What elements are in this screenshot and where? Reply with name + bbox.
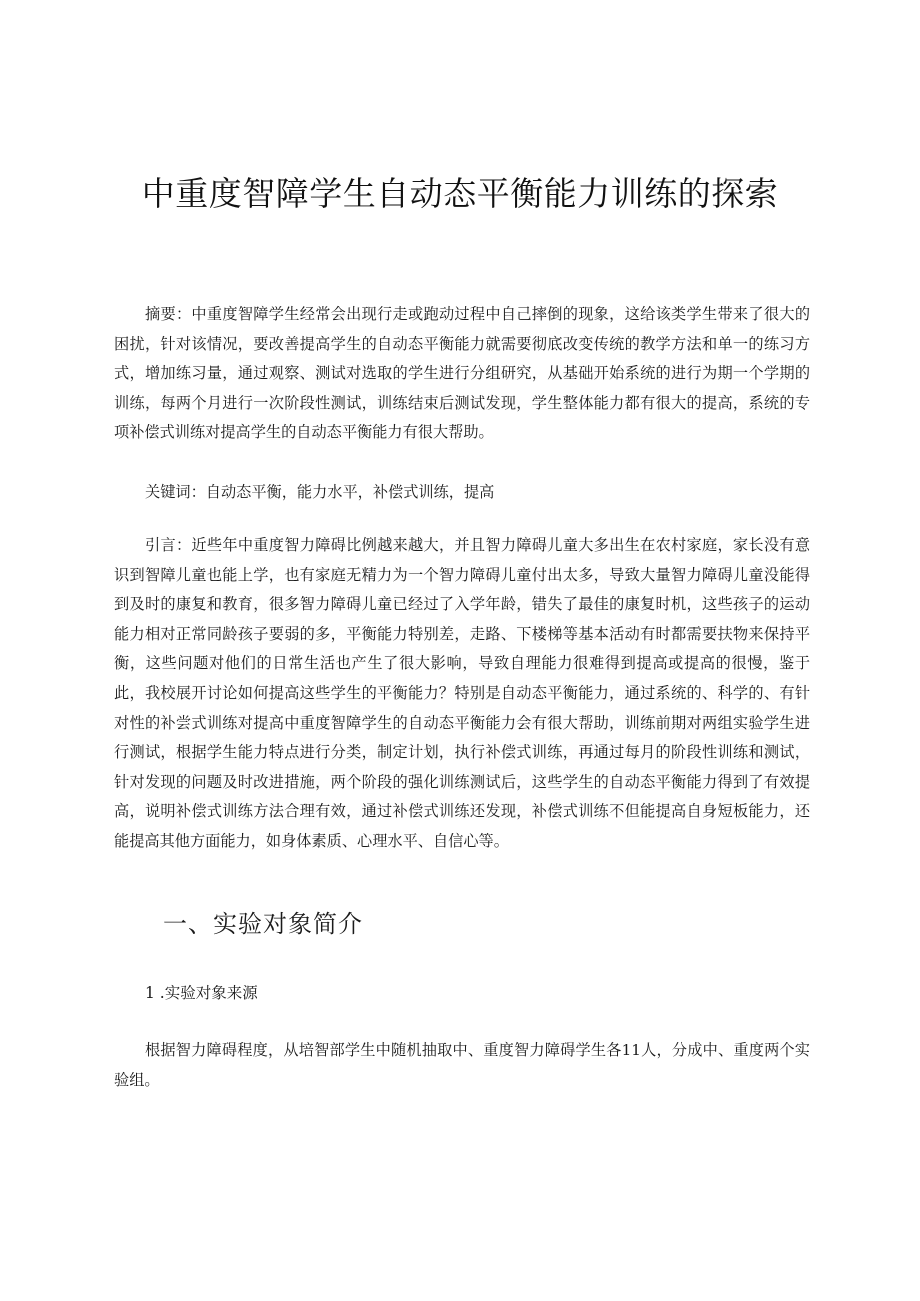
subsection-paragraph: 根据智力障碍程度，从培智部学生中随机抽取中、重度智力障碍学生各11人，分成中、重度两个实验组。 [114,1041,810,1089]
subsection-heading: 1 .实验对象来源 [145,984,258,1002]
abstract-paragraph: 摘要：中重度智障学生经常会出现行走或跑动过程中自己摔倒的现象，这给该类学生带来了很大的困扰，针对该情况，要改善提高学生的自动态平衡能力就需要彻底改变传统的教学方法和单一的练习方式，增加练习量，通过观察、测试对选取的学生进行分组研究，从基础开始系统的进行为期一个学期的训练，每两个月进行一次阶段性测试，训练结束后测试发现，学生整体能力都有很大的提高，系统的专项补偿式训练对提高学生的自动态平衡能力有很大帮助。 [114,305,810,442]
introduction-paragraph: 引言：近些年中重度智力障碍比例越来越大，并且智力障碍儿童大多出生在农村家庭，家长没有意识到智障儿童也能上学，也有家庭无精力为一个智力障碍儿童付出太多，导致大量智力障碍儿童没能得到及时的康复和教育，很多智力障碍儿童已经过了入学年龄，错失了最佳的康复时机，这些孩子的运动能力相对正常同龄孩子要弱的多，平衡能力特别差，走路、下楼梯等基本活动有时都需要扶物来保持平衡，这些问题对他们的日常生活也产生了很大影响，导致自理能力很难得到提高或提高的很慢，鉴于此，我校展开讨论如何提高这些学生的平衡能力？特别是自动态平衡能力，通过系统的、科学的、有针对性的补尝式训练对提高中重度智障学生的自动态平衡能力会有很大帮助，训练前期对两组实验学生进行测试，根据学生能力特点进行分类，制定计划，执行补偿式训练，再通过每月的阶段性训练和测试，针对发现的问题及时改进措施，两个阶段的强化训练测试后，这些学生的自动态平衡能力得到了有效提高，说明补偿式训练方法合理有效，通过补偿式训练还发现，补偿式训练不但能提高自身短板能力，还能提高其他方面能力，如身体素质、心理水平、自信心等。 [114,536,810,850]
section-heading: 一、实验对象简介 [163,910,363,938]
document-title: 中重度智障学生自动态平衡能力训练的探索 [141,174,779,213]
keywords-paragraph: 关键词：自动态平衡，能力水平，补偿式训练，提高 [145,483,495,501]
